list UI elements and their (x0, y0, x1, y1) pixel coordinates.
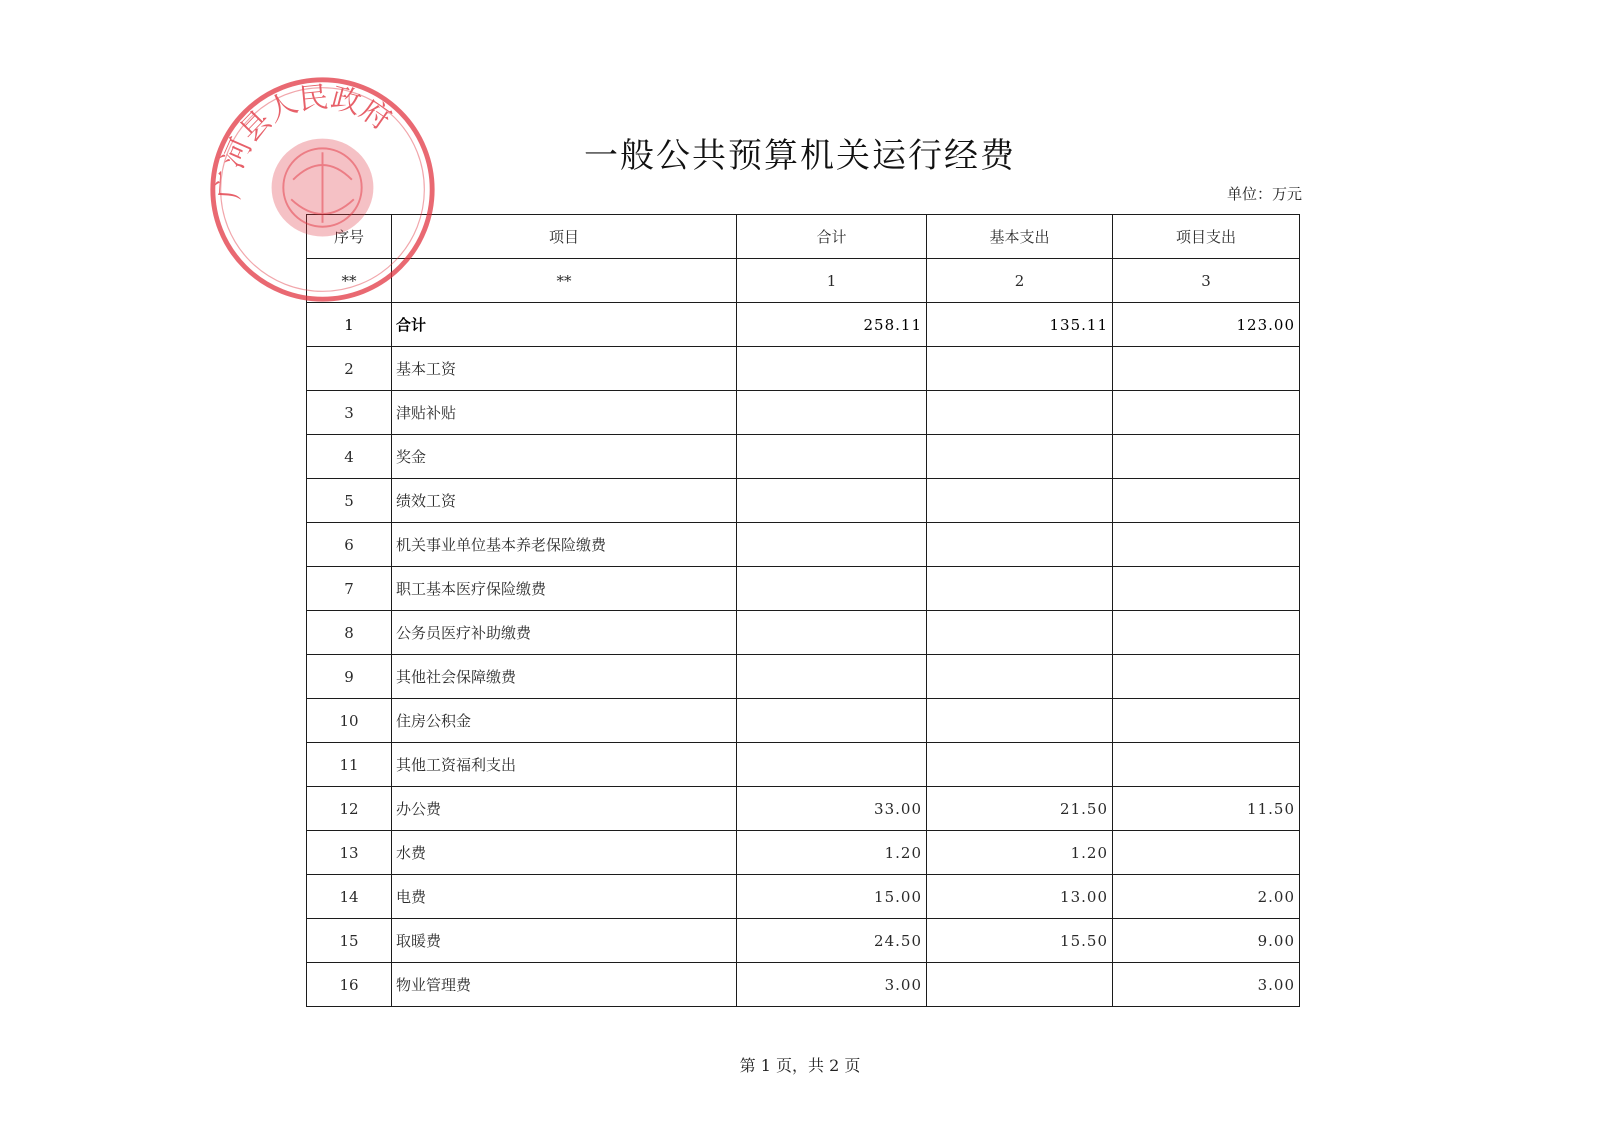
row-project (1113, 435, 1300, 479)
row-seq: 8 (307, 611, 392, 655)
header-seq: 序号 (307, 215, 392, 259)
row-item: 住房公积金 (392, 699, 737, 743)
row-seq: 3 (307, 391, 392, 435)
header-total: 合计 (737, 215, 927, 259)
row-project (1113, 567, 1300, 611)
row-total: 24.50 (737, 919, 927, 963)
row-item: 合计 (392, 303, 737, 347)
row-seq: 12 (307, 787, 392, 831)
row-project (1113, 743, 1300, 787)
code-basic: 2 (927, 259, 1113, 303)
row-total: 33.00 (737, 787, 927, 831)
header-project: 项目支出 (1113, 215, 1300, 259)
unit-label: 单位：万元 (1226, 185, 1302, 203)
table-row (307, 699, 1300, 743)
row-basic (927, 479, 1113, 523)
row-total: 258.11 (737, 303, 927, 347)
row-item: 办公费 (392, 787, 737, 831)
row-basic (927, 523, 1113, 567)
table-row (307, 743, 1300, 787)
row-basic: 135.11 (927, 303, 1113, 347)
row-basic (927, 963, 1113, 1007)
budget-table-wrapper (306, 214, 1299, 1007)
row-item: 物业管理费 (392, 963, 737, 1007)
row-seq: 15 (307, 919, 392, 963)
row-basic: 13.00 (927, 875, 1113, 919)
row-project (1113, 523, 1300, 567)
row-item: 基本工资 (392, 347, 737, 391)
table-row (307, 655, 1300, 699)
row-total (737, 699, 927, 743)
row-seq: 7 (307, 567, 392, 611)
row-basic (927, 347, 1113, 391)
row-total (737, 611, 927, 655)
row-basic (927, 611, 1113, 655)
row-project: 123.00 (1113, 303, 1300, 347)
table-row (307, 963, 1300, 1007)
table-row (307, 567, 1300, 611)
row-item: 电费 (392, 875, 737, 919)
code-row (307, 259, 1300, 303)
row-total: 15.00 (737, 875, 927, 919)
table-row (307, 831, 1300, 875)
row-item: 水费 (392, 831, 737, 875)
page-title: 一般公共预算机关运行经费 (584, 136, 1016, 176)
table-row (307, 347, 1300, 391)
code-seq: ** (307, 259, 392, 303)
row-total (737, 567, 927, 611)
row-seq: 6 (307, 523, 392, 567)
row-item: 取暖费 (392, 919, 737, 963)
row-seq: 2 (307, 347, 392, 391)
row-item: 津贴补贴 (392, 391, 737, 435)
row-item: 机关事业单位基本养老保险缴费 (392, 523, 737, 567)
budget-table (306, 214, 1300, 1007)
row-total: 3.00 (737, 963, 927, 1007)
row-project (1113, 479, 1300, 523)
row-seq: 1 (307, 303, 392, 347)
header-item: 项目 (392, 215, 737, 259)
row-item: 其他工资福利支出 (392, 743, 737, 787)
row-project: 2.00 (1113, 875, 1300, 919)
row-seq: 10 (307, 699, 392, 743)
row-basic (927, 435, 1113, 479)
row-project: 9.00 (1113, 919, 1300, 963)
row-item: 公务员医疗补助缴费 (392, 611, 737, 655)
table-row (307, 787, 1300, 831)
row-item: 其他社会保障缴费 (392, 655, 737, 699)
table-row (307, 611, 1300, 655)
row-basic (927, 567, 1113, 611)
row-total: 1.20 (737, 831, 927, 875)
row-project (1113, 655, 1300, 699)
row-basic: 15.50 (927, 919, 1113, 963)
row-basic (927, 743, 1113, 787)
row-seq: 13 (307, 831, 392, 875)
code-item: ** (392, 259, 737, 303)
table-row (307, 479, 1300, 523)
row-total (737, 523, 927, 567)
table-row (307, 523, 1300, 567)
header-row (307, 215, 1300, 259)
row-basic (927, 699, 1113, 743)
row-seq: 16 (307, 963, 392, 1007)
row-seq: 14 (307, 875, 392, 919)
code-project: 3 (1113, 259, 1300, 303)
row-total (737, 743, 927, 787)
row-total (737, 347, 927, 391)
row-total (737, 435, 927, 479)
total-row (307, 303, 1300, 347)
page-footer: 第 1 页，共 2 页 (739, 1056, 861, 1075)
row-project (1113, 831, 1300, 875)
row-total (737, 479, 927, 523)
table-row (307, 391, 1300, 435)
row-seq: 4 (307, 435, 392, 479)
row-item: 绩效工资 (392, 479, 737, 523)
row-project: 3.00 (1113, 963, 1300, 1007)
row-basic (927, 391, 1113, 435)
row-item: 职工基本医疗保险缴费 (392, 567, 737, 611)
seal-text: 广河县人民政府 (211, 79, 398, 201)
row-basic: 21.50 (927, 787, 1113, 831)
table-row (307, 435, 1300, 479)
header-basic: 基本支出 (927, 215, 1113, 259)
row-project: 11.50 (1113, 787, 1300, 831)
row-project (1113, 347, 1300, 391)
row-seq: 9 (307, 655, 392, 699)
row-item: 奖金 (392, 435, 737, 479)
row-total (737, 655, 927, 699)
row-seq: 5 (307, 479, 392, 523)
code-total: 1 (737, 259, 927, 303)
table-row (307, 919, 1300, 963)
row-seq: 11 (307, 743, 392, 787)
table-row (307, 875, 1300, 919)
row-project (1113, 611, 1300, 655)
row-basic (927, 655, 1113, 699)
row-basic: 1.20 (927, 831, 1113, 875)
row-project (1113, 391, 1300, 435)
row-project (1113, 699, 1300, 743)
row-total (737, 391, 927, 435)
